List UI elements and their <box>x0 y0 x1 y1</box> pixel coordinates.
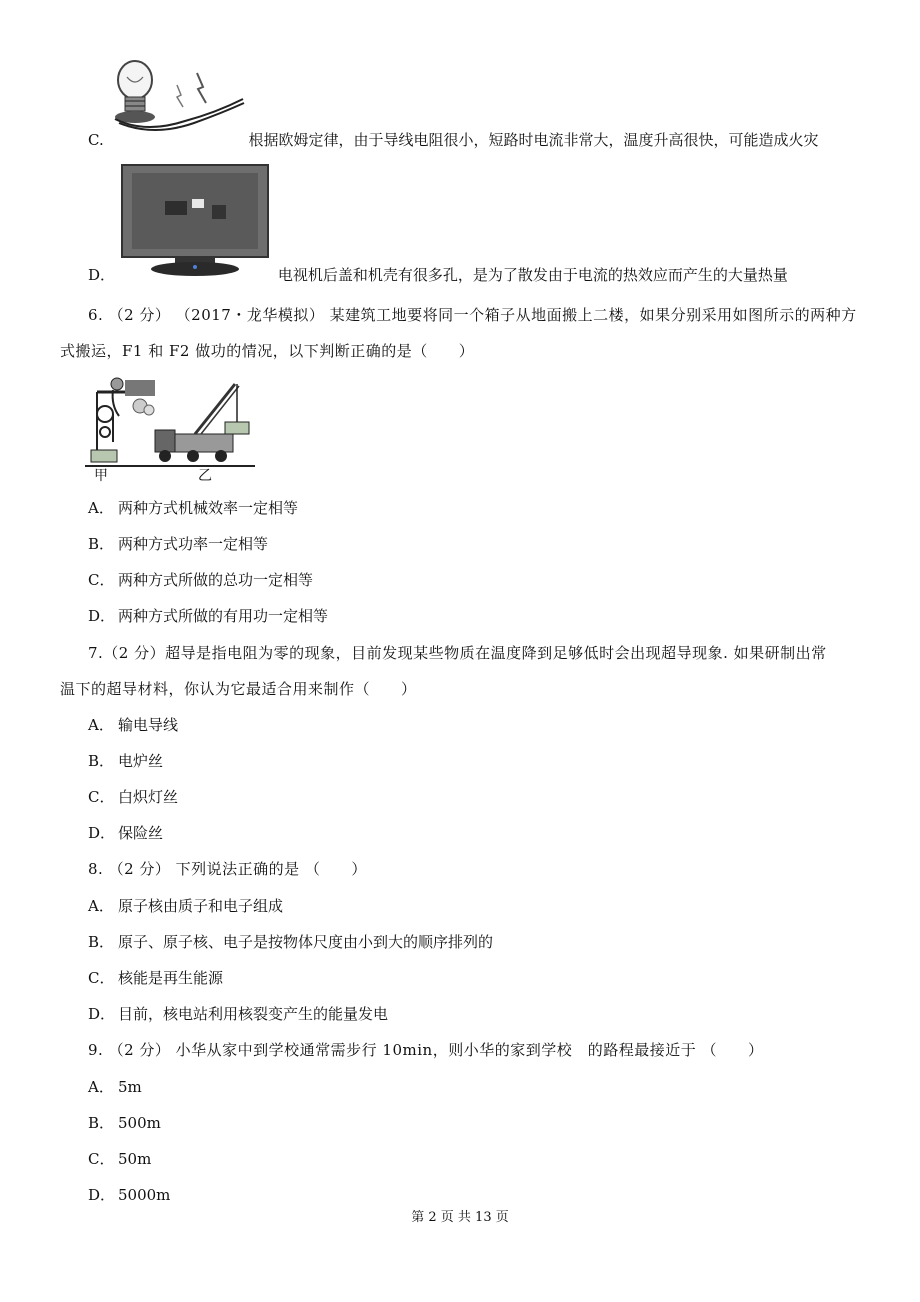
option-letter: D． <box>88 266 116 284</box>
option-text: 500m <box>118 1114 161 1132</box>
q6-stem-line1: 6. （2 分） （2017・龙华模拟） 某建筑工地要将同一个箱子从地面搬上二楼，如果分别采用如图所示的两种方 <box>88 306 857 324</box>
option-letter: A． <box>88 499 114 517</box>
option-letter: A． <box>88 1078 114 1096</box>
option-letter: C． <box>88 969 115 987</box>
option-letter: D． <box>88 607 116 625</box>
option-text: 两种方式机械效率一定相等 <box>118 499 299 517</box>
q6-option-b <box>88 534 268 554</box>
q5-option-d <box>88 265 788 285</box>
option-letter: C． <box>88 788 115 806</box>
option-text: 原子、原子核、电子是按物体尺度由小到大的顺序排列的 <box>118 933 494 951</box>
q8-option-b <box>88 932 493 952</box>
q7-option-d <box>88 823 163 843</box>
option-text: 核能是再生能源 <box>118 969 224 987</box>
option-text: 保险丝 <box>118 824 164 842</box>
option-letter: C. <box>88 131 104 149</box>
option-text: 5m <box>118 1078 142 1096</box>
option-letter: D． <box>88 1005 116 1023</box>
option-text: 两种方式所做的总功一定相等 <box>118 571 314 589</box>
option-text: 根据欧姆定律，由于导线电阻很小，短路时电流非常大，温度升高很快，可能造成火灾 <box>248 131 819 149</box>
q6-option-c <box>88 570 313 590</box>
option-text: 目前，核电站利用核裂变产生的能量发电 <box>118 1005 389 1023</box>
option-text: 白炽灯丝 <box>118 788 179 806</box>
option-letter: D． <box>88 1186 116 1204</box>
option-letter: D． <box>88 824 116 842</box>
option-text: 两种方式功率一定相等 <box>118 535 269 553</box>
option-letter: A． <box>88 897 114 915</box>
q9-option-c <box>88 1149 151 1169</box>
option-letter: B． <box>88 535 115 553</box>
option-text: 输电导线 <box>118 716 179 734</box>
option-text: 电炉丝 <box>118 752 164 770</box>
page-footer: 第 2 页 共 13 页 <box>411 1210 509 1225</box>
q9-option-a <box>88 1077 142 1097</box>
q7-stem-line2: 温下的超导材料，你认为它最适合用来制作（ ） <box>60 680 417 698</box>
q6-option-d <box>88 606 328 626</box>
figure-label-jia: 甲 <box>94 468 108 484</box>
option-text: 50m <box>118 1150 152 1168</box>
option-letter: A． <box>88 716 114 734</box>
option-letter: B． <box>88 752 115 770</box>
q7-stem-line1: 7.（2 分）超导是指电阻为零的现象，目前发现某些物质在温度降到足够低时会出现超导现象. 如果研制出常 <box>88 644 827 662</box>
option-text: 两种方式所做的有用功一定相等 <box>118 607 329 625</box>
q7-option-a <box>88 715 178 735</box>
pulley-crane-figure <box>85 370 255 485</box>
q8-option-a <box>88 896 283 916</box>
q6-option-a <box>88 498 298 518</box>
q9-option-b <box>88 1113 161 1133</box>
figure-label-yi: 乙 <box>198 468 212 484</box>
option-text: 原子核由质子和电子组成 <box>118 897 284 915</box>
option-letter: B． <box>88 933 115 951</box>
option-text: 5000m <box>118 1186 171 1204</box>
option-letter: C． <box>88 1150 115 1168</box>
q8-option-c <box>88 968 223 988</box>
option-letter: C． <box>88 571 115 589</box>
q5-option-c <box>88 130 819 150</box>
q8-option-d <box>88 1004 388 1024</box>
light-bulb-figure <box>105 55 250 135</box>
q7-option-c <box>88 787 178 807</box>
q7-option-b <box>88 751 163 771</box>
option-text: 电视机后盖和机壳有很多孔，是为了散发由于电流的热效应而产生的大量热量 <box>277 266 788 284</box>
option-letter: B． <box>88 1114 115 1132</box>
tv-back-figure <box>120 163 270 278</box>
q9-stem: 9. （2 分） 小华从家中到学校通常需步行 10min，则小华的家到学校 的路程最接近于 （ ） <box>88 1041 764 1059</box>
q8-stem: 8. （2 分） 下列说法正确的是 （ ） <box>88 860 367 878</box>
q9-option-d <box>88 1185 170 1205</box>
q6-stem-line2: 式搬运，F1 和 F2 做功的情况，以下判断正确的是（ ） <box>60 342 475 360</box>
